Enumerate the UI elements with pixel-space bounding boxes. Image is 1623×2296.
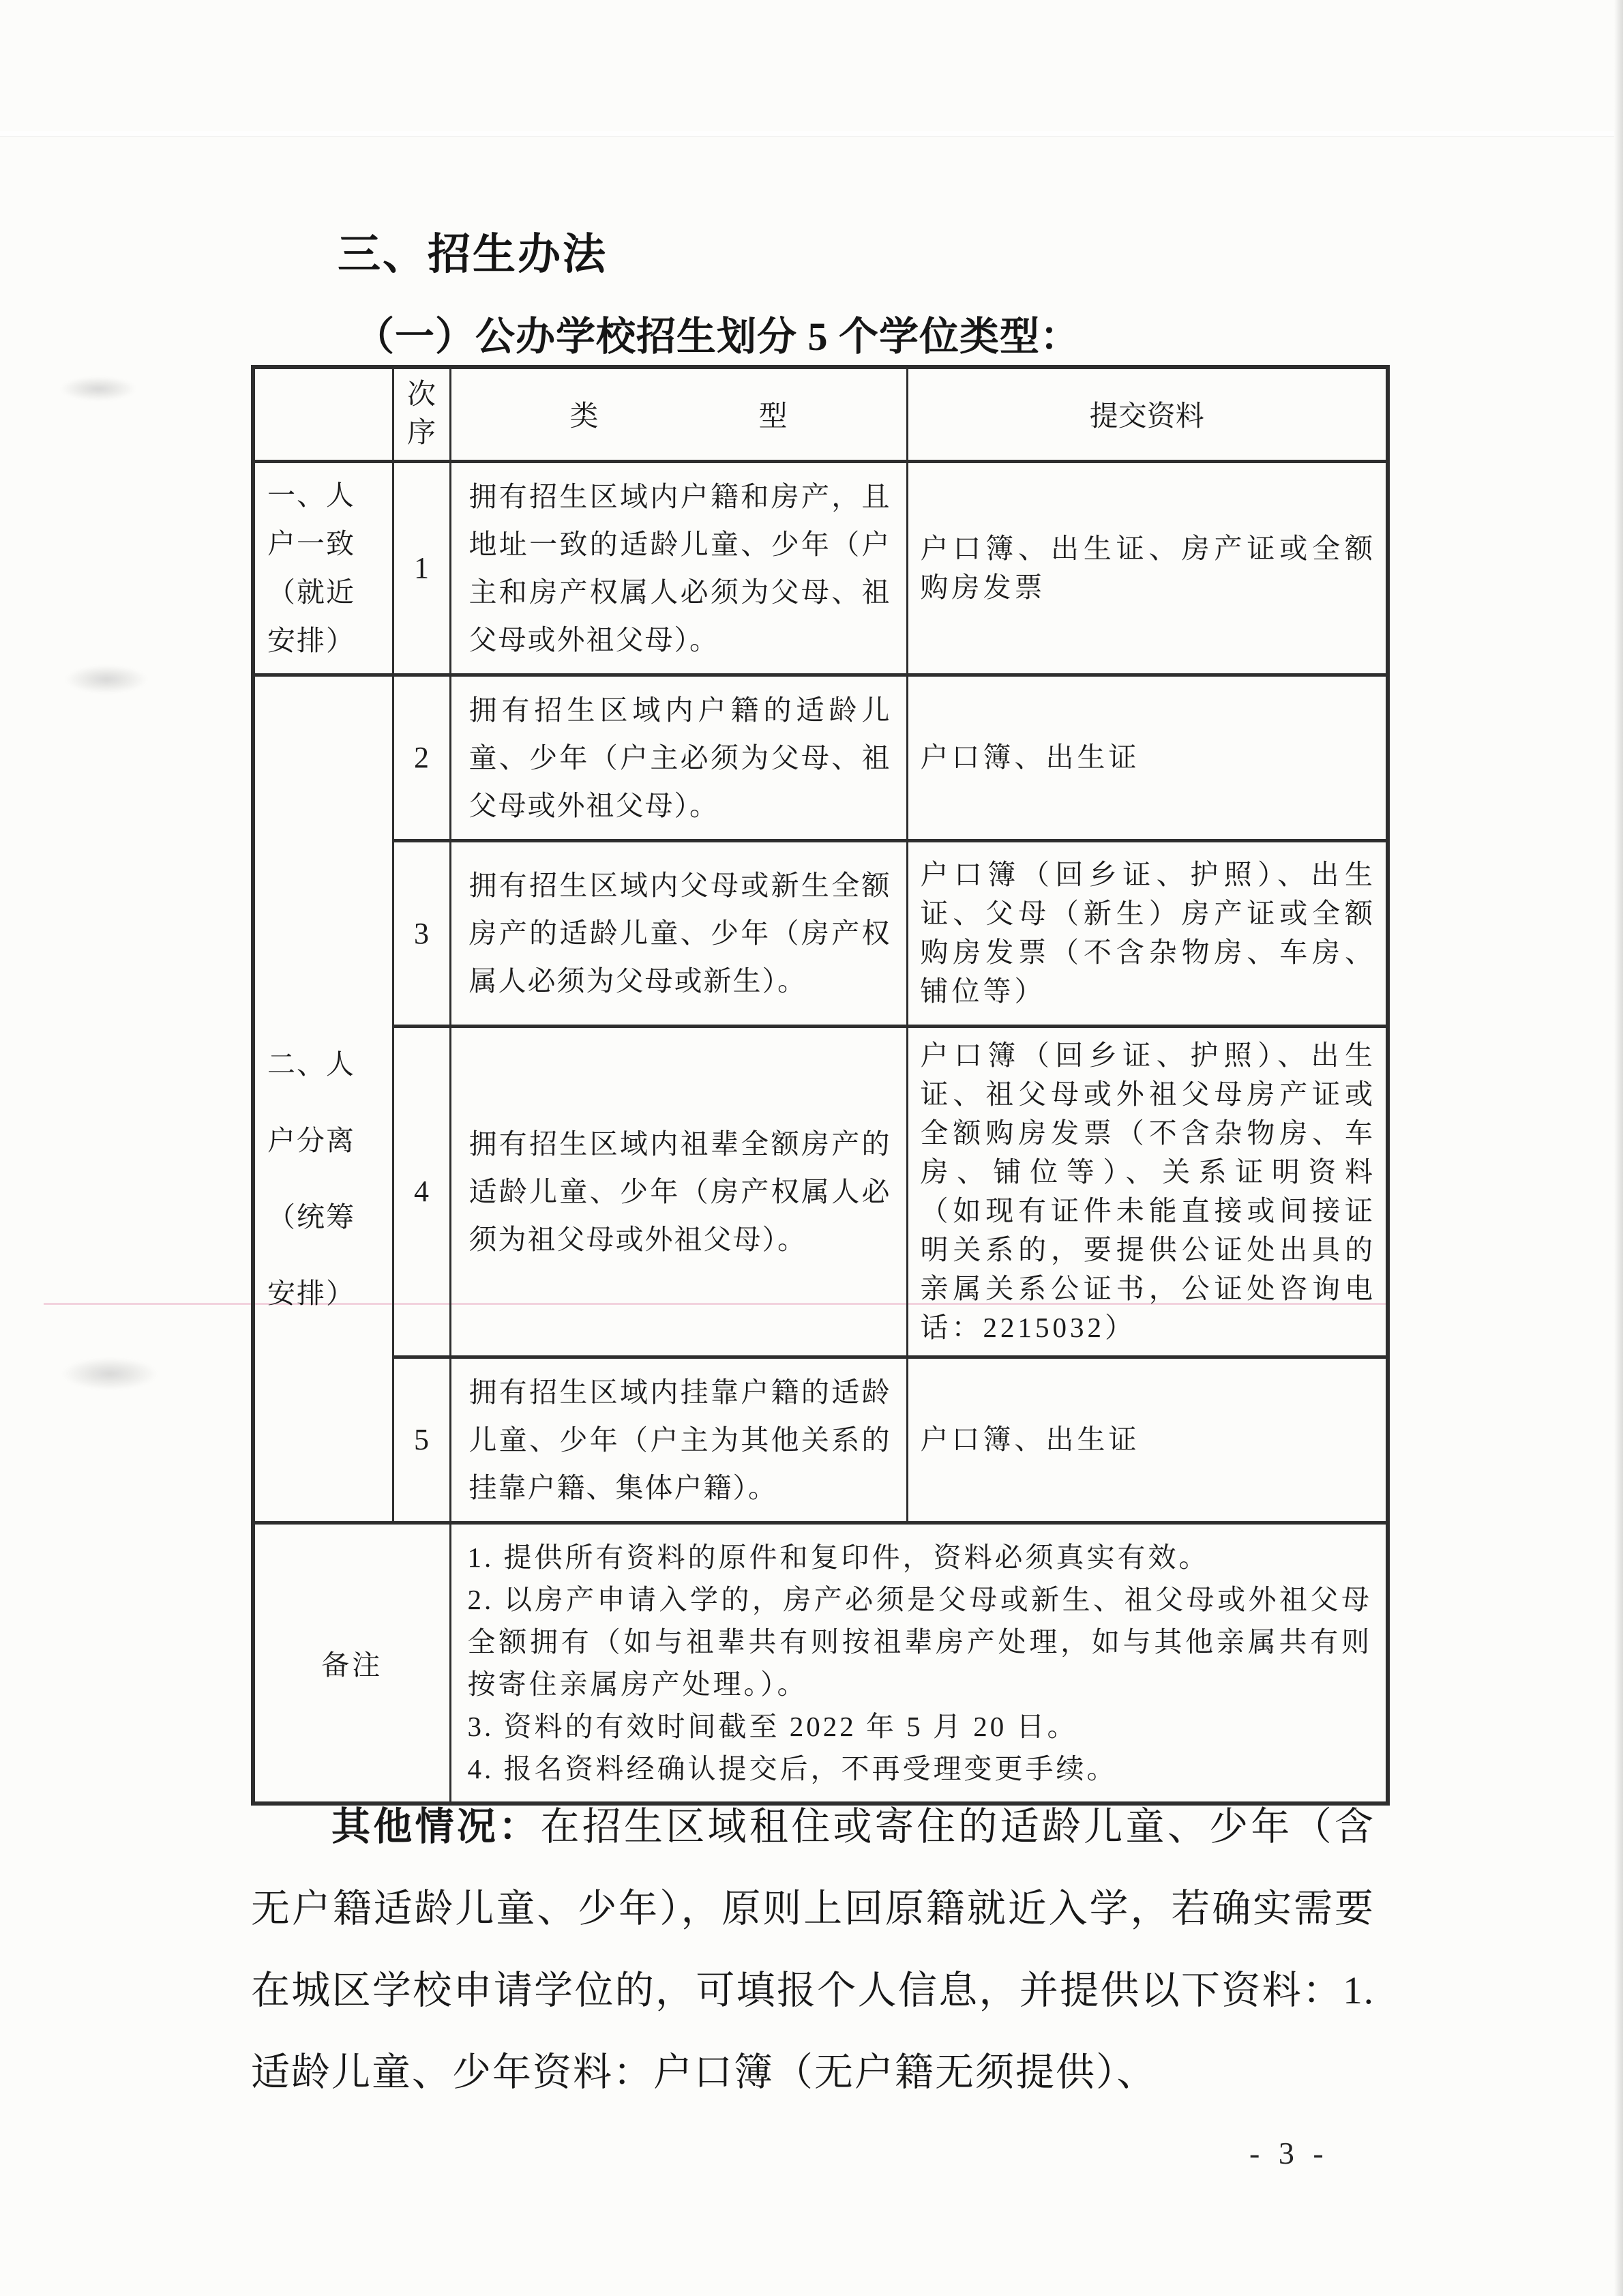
remark-item: 4. 报名资料经确认提交后，不再受理变更手续。 <box>467 1752 1118 1784</box>
table-row <box>253 1026 1388 1357</box>
category-line: 户一致 <box>267 527 355 559</box>
type-cell: 拥有招生区域内户籍的适龄儿童、少年（户主必须为父母、祖父母或外祖父母）。 <box>450 675 907 840</box>
scan-smudge <box>65 665 148 694</box>
scan-smudge <box>61 1357 158 1390</box>
category-cell-unified <box>253 461 393 675</box>
scan-artifact-band <box>0 131 1623 137</box>
order-cell: 2 <box>393 675 450 840</box>
remark-item: 3. 资料的有效时间截至 2022 年 5 月 20 日。 <box>467 1710 1078 1742</box>
header-order-top: 次 <box>406 379 436 411</box>
category-cell-separated <box>253 675 393 1522</box>
scan-smudge <box>60 377 136 401</box>
docs-cell: 户口簿（回乡证、护照）、出生证、父母（新生）房产证或全额购房发票（不含杂物房、车房、铺位等） <box>907 840 1388 1026</box>
remark-item: 1. 提供所有资料的原件和复印件，资料必须真实有效。 <box>467 1541 1210 1573</box>
other-cases-body: 在招生区域租住或寄住的适龄儿童、少年（含无户籍适龄儿童、少年），原则上回原籍就近入学，若确实需要在城区学校申请学位的，可填报个人信息，并提供以下资料：1. 适龄儿童、少年资料：户口簿（无户籍无须提供）、 <box>251 1806 1375 2094</box>
category-line: 户分离 <box>267 1125 355 1156</box>
header-empty-cell <box>253 367 393 461</box>
order-cell: 4 <box>393 1026 450 1357</box>
category-line: 安排） <box>267 1278 355 1309</box>
page-number: - 3 - <box>1249 2136 1329 2170</box>
header-docs-cell: 提交资料 <box>907 367 1388 461</box>
type-cell: 拥有招生区域内挂靠户籍的适龄儿童、少年（户主为其他关系的挂靠户籍、集体户籍）。 <box>450 1357 907 1522</box>
type-cell: 拥有招生区域内祖辈全额房产的适龄儿童、少年（房产权属人必须为祖父母或外祖父母）。 <box>450 1026 907 1357</box>
table-header-row <box>253 367 1388 461</box>
remark-item: 2. 以房产申请入学的，房产必须是父母或新生、祖父母或外祖父母全额拥有（如与祖辈共有则按祖辈房产处理，如与其他亲属共有则按寄住亲属房产处理。）。 <box>467 1583 1372 1700</box>
section-title: 三、招生办法 <box>338 231 608 278</box>
docs-cell: 户口簿、出生证、房产证或全额购房发票 <box>907 461 1388 675</box>
enrollment-types-table-wrap <box>251 365 1390 1806</box>
subsection-title: （一）公办学校招生划分 5 个学位类型： <box>355 314 1081 359</box>
docs-cell: 户口簿、出生证 <box>907 675 1388 840</box>
scan-edge-shadow <box>1614 0 1623 2296</box>
category-line: 安排） <box>267 624 355 656</box>
order-cell: 3 <box>393 840 450 1026</box>
order-cell: 1 <box>393 461 450 675</box>
remark-label-cell: 备注 <box>253 1522 450 1804</box>
table-row <box>253 675 1388 840</box>
header-type-right: 型 <box>758 401 788 433</box>
table-row <box>253 840 1388 1026</box>
header-type-cell <box>450 367 907 461</box>
other-cases-paragraph <box>251 1786 1375 2114</box>
table-row <box>253 1357 1388 1522</box>
remark-content-cell <box>450 1522 1388 1804</box>
remark-row <box>253 1522 1388 1804</box>
category-line: 二、人 <box>267 1048 355 1080</box>
order-cell: 5 <box>393 1357 450 1522</box>
header-order-cell <box>393 367 450 461</box>
header-type-left: 类 <box>569 401 599 433</box>
docs-cell: 户口簿、出生证 <box>907 1357 1388 1522</box>
header-order-bottom: 序 <box>406 417 436 450</box>
type-cell: 拥有招生区域内户籍和房产，且地址一致的适龄儿童、少年（户主和房产权属人必须为父母、祖父母或外祖父母）。 <box>450 461 907 675</box>
type-cell: 拥有招生区域内父母或新生全额房产的适龄儿童、少年（房产权属人必须为父母或新生）。 <box>450 840 907 1026</box>
enrollment-types-table <box>251 365 1390 1806</box>
other-cases-lead: 其他情况： <box>331 1805 541 1849</box>
docs-cell: 户口簿（回乡证、护照）、出生证、祖父母或外祖父母房产证或全额购房发票（不含杂物房、车房、铺位等）、关系证明资料（如现有证件未能直接或间接证明关系的，要提供公证处出具的亲属关系公证书，公证处咨询电话：2215032） <box>907 1026 1388 1357</box>
category-line: （就近 <box>267 576 355 608</box>
category-line: （统筹 <box>267 1201 355 1233</box>
category-line: 一、人 <box>267 479 355 511</box>
table-row <box>253 461 1388 675</box>
